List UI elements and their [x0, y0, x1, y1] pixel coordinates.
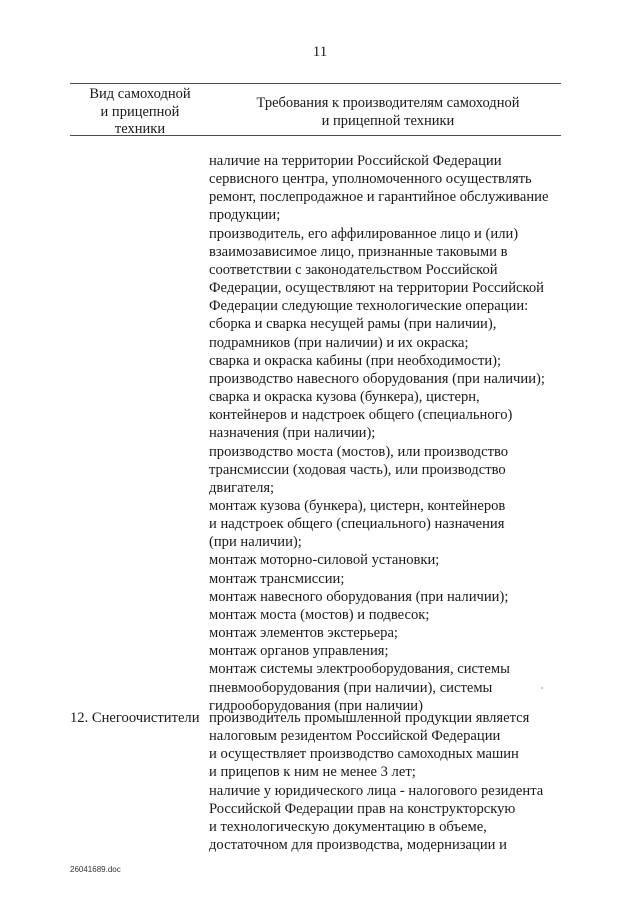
text-line: гидрооборудования (при наличии)	[209, 697, 423, 714]
text-line: наличие на территории Российской Федерации	[209, 153, 502, 169]
text-line: соответствии с законодательством Российской	[209, 261, 498, 278]
header-line: техники	[114, 121, 166, 137]
column-header-vehicle-type	[70, 86, 210, 139]
text-line: двигателя;	[209, 479, 275, 496]
text-line: монтаж навесного оборудования (при наличии);	[209, 588, 509, 605]
text-line: производство моста (мостов), или производство	[209, 443, 509, 460]
text-line: монтаж органов управления;	[209, 643, 389, 660]
text-line: производитель, его аффилированное лицо и (или)	[209, 225, 519, 242]
text-line: назначения (при наличии);	[209, 425, 376, 442]
text-line: наличие у юридического лица - налогового резидента	[209, 782, 544, 799]
text-line: монтаж трансмиссии;	[209, 570, 345, 587]
text-line: контейнеров и надстроек общего (специального)	[209, 407, 513, 424]
text-line: продукции;	[209, 207, 281, 224]
text-line: Федерации, осуществляют на территории Российской	[209, 280, 544, 297]
text-line: Российской Федерации прав на конструкторскую	[209, 800, 516, 817]
column-header-requirements	[215, 95, 561, 130]
text-line: производство навесного оборудования (при наличии);	[209, 370, 545, 387]
document-filename: 26041689.doc	[70, 865, 121, 874]
header-line: Вид самоходной	[89, 86, 191, 102]
text-line: (при наличии);	[209, 534, 302, 551]
text-line: пневмооборудования (при наличии), системы	[209, 679, 493, 696]
header-line: и прицепной техники	[321, 112, 455, 129]
text-line: ремонт, послепродажное и гарантийное обслуживание	[209, 189, 549, 206]
text-line: сервисного центра, уполномоченного осуществлять	[209, 171, 532, 188]
text-line: Федерации следующие технологические операции:	[209, 298, 529, 315]
text-line: монтаж моста (мостов) и подвесок;	[209, 606, 430, 623]
text-line: и прицепов к ним не менее 3 лет;	[209, 764, 416, 781]
text-line: и надстроек общего (специального) назначения	[209, 516, 505, 533]
text-line: взаимозависимое лицо, признанные таковыми в	[209, 243, 508, 260]
table-header-top-rule	[70, 83, 561, 84]
text-line: и осуществляет производство самоходных машин	[209, 746, 519, 763]
text-line: монтаж системы электрооборудования, системы	[209, 661, 510, 678]
text-line: сборка и сварка несущей рамы (при наличии),	[209, 316, 497, 333]
text-line: монтаж кузова (бункера), цистерн, контейнеров	[209, 497, 506, 514]
scan-speck	[541, 687, 543, 689]
text-line: достаточном для производства, модернизации и	[209, 837, 507, 854]
page-number: 11	[312, 44, 328, 60]
header-line: Требования к производителям самоходной	[256, 95, 520, 111]
requirements-continuation	[209, 152, 569, 715]
text-line: сварка и окраска кабины (при необходимости);	[209, 352, 502, 369]
section-12-label: 12. Снегоочистители	[70, 710, 200, 726]
text-line: и технологическую документацию в объеме,	[209, 818, 487, 835]
section-12-requirements	[209, 709, 569, 854]
text-line: трансмиссии (ходовая часть), или производство	[209, 461, 506, 478]
text-line: монтаж моторно-силовой установки;	[209, 552, 440, 569]
text-line: монтаж элементов экстерьера;	[209, 625, 398, 642]
text-line: налоговым резидентом Российской Федерации	[209, 728, 501, 745]
header-line: и прицепной	[100, 103, 180, 120]
text-line: подрамников (при наличии) и их окраска;	[209, 334, 469, 351]
text-line: производитель промышленной продукции является	[209, 710, 530, 726]
text-line: сварка и окраска кузова (бункера), цистерн,	[209, 389, 480, 406]
table-header-bottom-rule	[70, 135, 561, 136]
